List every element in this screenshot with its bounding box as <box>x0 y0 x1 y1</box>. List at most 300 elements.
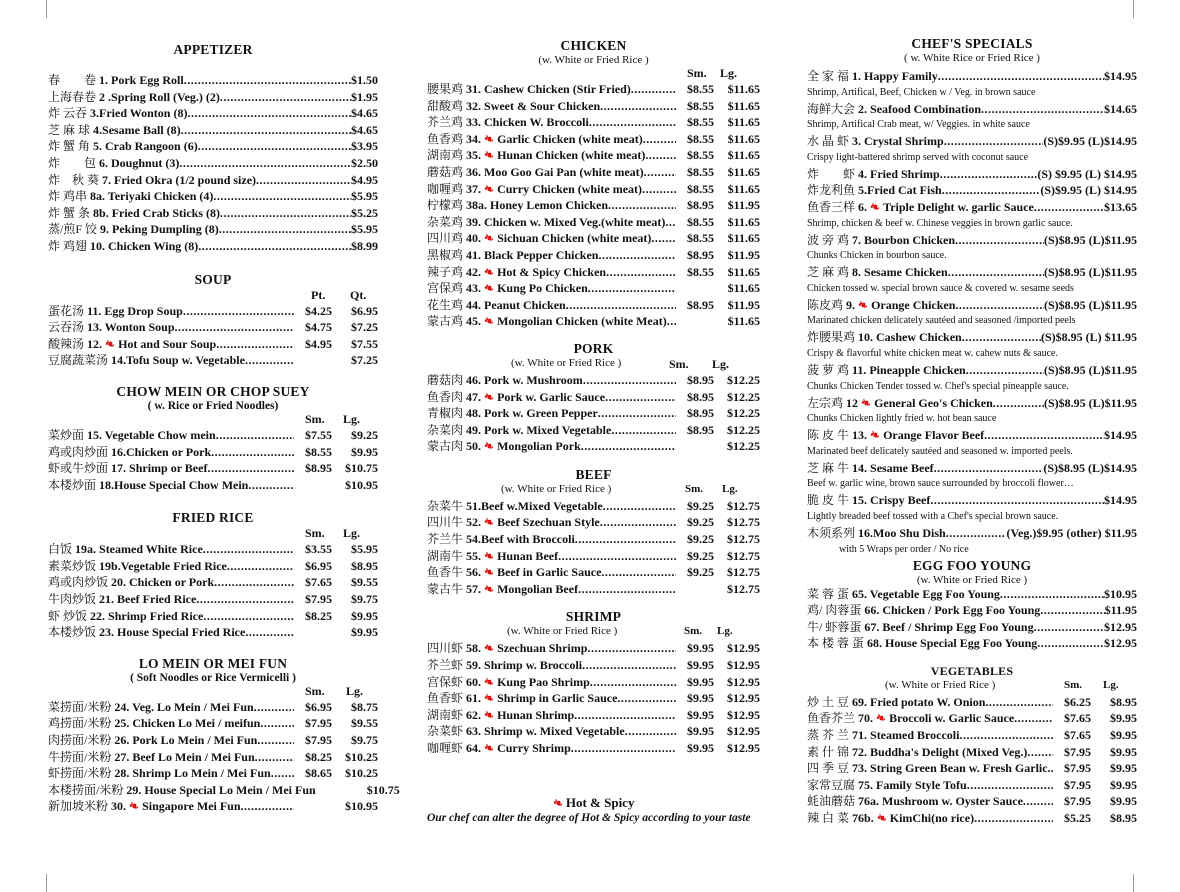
item-name: 13. Wonton Soup <box>87 320 175 335</box>
menu-item <box>807 460 1137 477</box>
item-name: 42. <box>466 264 482 279</box>
dot-leader <box>645 147 676 164</box>
menu-item <box>807 744 1137 761</box>
item-description: Crispy & flavorful white chicken meat w. cahew nuts & sauce. <box>807 347 1058 359</box>
menu-item <box>48 72 378 89</box>
dot-leader <box>625 723 676 740</box>
chinese-name: 鱼香芥兰 <box>807 711 856 726</box>
price-large: $11.65 <box>727 231 760 246</box>
small-header: Sm. <box>305 411 325 426</box>
price-small: $7.65 <box>1064 711 1091 726</box>
item-description: Beef w. garlic wine, brown sauce surrounded by broccoli flower… <box>807 478 1074 490</box>
menu-item <box>427 197 760 214</box>
item-name: 8b. Fried Crab Sticks (8) <box>93 205 221 220</box>
menu-item <box>48 319 378 336</box>
price-large: $12.25 <box>727 372 760 387</box>
menu-item <box>807 586 1137 603</box>
menu-item <box>427 740 760 757</box>
price: $5.95 <box>351 189 378 204</box>
item-name: 25. Chicken Lo Mei / meifun <box>114 716 261 731</box>
chinese-name: 芝 麻 牛 <box>807 460 850 475</box>
chili-pepper-icon: ❧ <box>482 263 497 280</box>
item-name: 4. Fried Shrimp <box>858 166 940 181</box>
chinese-name: 牛肉炒饭 <box>48 592 97 607</box>
menu-item <box>807 182 1137 199</box>
item-name: 26. Pork Lo Mein / Mei Fun <box>114 733 258 748</box>
dot-leader <box>245 624 294 641</box>
item-name: 29. House Special Lo Mein / Mei Fun <box>126 782 316 797</box>
dot-leader <box>938 68 1104 85</box>
price-large: $11.95 <box>727 297 760 312</box>
price-small: $8.95 <box>687 372 714 387</box>
small-header: Sm. <box>687 66 707 80</box>
price-large: $8.95 <box>351 558 378 573</box>
item-name: 9. Peking Dumpling (8) <box>100 222 219 237</box>
appetizer-title: APPETIZER <box>173 42 253 57</box>
item-name-spicy: Shrimp in Garlic Sauce <box>497 691 618 706</box>
menu-item <box>48 558 378 575</box>
dot-leader <box>196 591 294 608</box>
dot-leader <box>955 297 1044 314</box>
small-header: Sm. <box>684 625 703 638</box>
chinese-name: 蒸 芥 兰 <box>807 728 850 743</box>
dot-leader <box>606 264 676 281</box>
dot-leader <box>600 514 676 531</box>
item-name: 76a. Mushroom w. Oyster Sauce <box>858 794 1023 809</box>
menu-item <box>807 492 1137 509</box>
dot-leader <box>213 188 351 205</box>
item-name-spicy: Mongolian Beef <box>497 581 579 596</box>
item-description: with 5 Wraps per order / No rice <box>839 543 969 555</box>
item-name: 70. <box>858 711 874 726</box>
small-header: Sm. <box>1064 678 1083 691</box>
item-description: Marinated beef delicately sautéed and seasoned w. imported peels. <box>807 445 1073 457</box>
beef-list <box>427 498 760 598</box>
friedrice-list <box>48 541 378 641</box>
chinese-name: 湖南鸡 <box>427 148 464 163</box>
dot-leader <box>589 114 676 131</box>
chili-pepper-icon: ❧ <box>482 279 497 297</box>
chinese-name: 柠檬鸡 <box>427 198 464 213</box>
price-large: $11.65 <box>727 264 760 279</box>
price-large: $11.65 <box>727 181 760 196</box>
menu-item <box>807 602 1137 619</box>
price-large: $10.95 <box>345 477 378 492</box>
chinese-name: 肉捞面/米粉 <box>48 733 112 748</box>
item-name: 46. Pork w. Mushroom <box>466 372 583 387</box>
chinese-name: 腰果鸡 <box>427 82 464 96</box>
menu-item <box>427 640 760 657</box>
chinese-name: 芝 麻 鸡 <box>807 265 850 280</box>
chowmein-list <box>48 427 378 493</box>
chefs-subtitle: ( w. White Rice or Fried Rice ) <box>904 52 1040 64</box>
item-name: 43. <box>466 281 482 296</box>
price-small: $7.95 <box>1064 761 1091 776</box>
hot-spicy-legend <box>427 795 760 811</box>
item-name: 2 .Spring Roll (Veg.) (2) <box>99 89 220 104</box>
menu-item <box>427 247 760 264</box>
price-small: $8.55 <box>687 214 714 229</box>
dot-leader <box>642 181 676 198</box>
price-large: $9.95 <box>1110 728 1137 743</box>
chili-pepper-icon: ❧ <box>482 673 497 690</box>
item-name-spicy: Hunan Chicken (white meat) <box>497 148 646 163</box>
menu-item <box>48 303 378 320</box>
menu-item <box>427 297 760 314</box>
dot-leader <box>575 531 676 548</box>
dot-leader <box>566 297 676 314</box>
price-large: $8.95 <box>1110 694 1137 709</box>
item-name: 47. <box>466 389 482 404</box>
item-name: 56. <box>466 565 482 580</box>
chinese-name: 炸 鸡翅 <box>48 238 88 253</box>
dot-leader <box>1000 586 1104 603</box>
item-name: 63. Shrimp w. Mixed Vegetable <box>466 724 625 739</box>
shrimp-subtitle: (w. White or Fried Rice ) <box>507 625 618 638</box>
chinese-name: 蒸/煎F 饺 <box>48 222 98 237</box>
dot-leader <box>578 581 676 598</box>
dot-leader <box>558 548 676 565</box>
menu-item <box>807 525 1137 542</box>
chili-pepper-icon: ❧ <box>482 230 497 247</box>
price: $8.99 <box>351 238 378 253</box>
dot-leader <box>219 221 351 238</box>
chinese-name: 湖南牛 <box>427 548 464 563</box>
dot-leader <box>214 574 294 591</box>
chili-pepper-icon: ❧ <box>482 130 497 148</box>
item-description: Chicken tossed w. special brown sauce & covered w. sesame seeds <box>807 282 1074 294</box>
crop-mark <box>28 0 47 18</box>
price-small: $9.25 <box>687 548 714 563</box>
dot-leader <box>203 608 294 625</box>
price: (S)$9.95 (L)$14.95 <box>1043 134 1137 149</box>
item-name-spicy: Broccoli w. Garlic Sauce <box>889 711 1015 726</box>
item-name: 24. Veg. Lo Mein / Mei Fun <box>114 699 254 714</box>
dot-leader <box>187 105 351 122</box>
lomein-list <box>48 699 400 815</box>
menu-item <box>807 619 1137 636</box>
price-small: $8.25 <box>305 608 332 623</box>
chili-pepper-icon: ❧ <box>856 296 871 314</box>
item-name: 33. Chicken W. Broccoli <box>466 115 589 130</box>
price-small: $9.95 <box>687 707 714 722</box>
chinese-name: 菜 蓉 蛋 <box>807 586 850 601</box>
chinese-name: 芥兰鸡 <box>427 115 464 130</box>
chinese-name: 四川牛 <box>427 515 464 530</box>
item-name: 8a. Teriyaki Chicken (4) <box>90 189 214 204</box>
menu-item <box>48 89 378 106</box>
item-name: 14. Sesame Beef <box>852 460 934 475</box>
price-large: $9.95 <box>1110 711 1137 726</box>
menu-item <box>807 635 1137 652</box>
dot-leader <box>981 101 1104 118</box>
chinese-name: 家常豆腐 <box>807 777 856 792</box>
item-name: 58. <box>466 641 482 656</box>
dot-leader <box>1034 199 1104 216</box>
item-name-spicy: Mongolian Pork <box>497 439 581 454</box>
menu-item <box>427 674 760 691</box>
dot-leader <box>207 460 294 477</box>
chinese-name: 咖喱鸡 <box>427 181 464 196</box>
price-large: $11.65 <box>727 148 760 163</box>
price-small: $8.95 <box>687 406 714 421</box>
chinese-name: 芝 麻 球 <box>48 122 91 137</box>
menu-item <box>48 574 378 591</box>
item-name: 6. <box>858 199 868 214</box>
dot-leader <box>934 460 1044 477</box>
price-small: $8.95 <box>687 297 714 312</box>
large-header: Lg. <box>346 683 364 698</box>
price-large: $12.25 <box>727 389 760 404</box>
menu-column-right <box>807 0 1137 827</box>
price-small: $8.95 <box>687 247 714 262</box>
item-name-spicy: KimChi(no rice) <box>889 811 975 826</box>
price-small: $9.25 <box>687 515 714 530</box>
menu-item <box>48 715 378 732</box>
price: (Veg.)$9.95 (other) $11.95 <box>1006 525 1137 540</box>
menu-item <box>48 782 400 799</box>
chinese-name: 宫保鸡 <box>427 281 464 296</box>
menu-item <box>48 591 378 608</box>
item-name: 13. <box>852 428 868 443</box>
chili-pepper-icon: ❧ <box>874 710 889 727</box>
price: $5.25 <box>351 205 378 220</box>
item-name: 76b. <box>852 811 874 826</box>
large-header: Lg. <box>712 356 730 371</box>
item-name: 5.Fried Cat Fish <box>858 183 942 198</box>
chinese-name: 炸龙利鱼 <box>807 183 856 198</box>
chinese-name: 炸 虾 <box>807 166 856 181</box>
price: (S)$8.95 (L)$11.95 <box>1044 395 1137 410</box>
menu-item <box>427 531 760 548</box>
price-large: $7.55 <box>351 336 378 351</box>
item-name: 40. <box>466 231 482 246</box>
item-name-spicy: Kung Po Chicken <box>497 281 588 296</box>
dot-leader <box>651 230 676 247</box>
price: (S)$8.95 (L)$11.95 <box>1044 265 1137 280</box>
chinese-name: 湖南虾 <box>427 707 464 722</box>
dot-leader <box>617 690 676 707</box>
chinese-name: 炸腰果鸡 <box>807 330 856 345</box>
item-name: 28. Shrimp Lo Mein / Mei Fun <box>114 766 271 781</box>
price-large: $11.65 <box>727 131 760 146</box>
menu-item <box>807 101 1137 118</box>
chinese-name: 鱼香鸡 <box>427 131 464 146</box>
item-name: 12. <box>87 336 103 351</box>
soup-title: SOUP <box>194 271 232 287</box>
price-large: $12.75 <box>727 532 760 547</box>
item-name: 55. <box>466 548 482 563</box>
shrimp-price-headers <box>427 625 760 640</box>
chinese-name: 菜炒面 <box>48 427 85 442</box>
dot-leader <box>248 477 294 494</box>
dot-leader <box>930 492 1104 509</box>
menu-item <box>807 694 1137 711</box>
dot-leader <box>611 422 676 439</box>
item-name: 71. Steamed Broccoli <box>852 728 960 743</box>
item-name: 32. Sweet & Sour Chicken <box>466 98 601 113</box>
item-name: 27. Beef Lo Mein / Mei Fun <box>114 749 255 764</box>
chili-pepper-icon: ❧ <box>482 514 497 531</box>
menu-item <box>48 460 378 477</box>
price-large: $6.95 <box>351 303 378 318</box>
price-small: $9.95 <box>687 658 714 673</box>
item-name: 37. <box>466 181 482 196</box>
menu-item <box>427 372 760 389</box>
menu-item <box>427 657 760 674</box>
menu-item <box>48 188 378 205</box>
menu-item <box>427 548 760 565</box>
dot-leader <box>667 313 676 330</box>
price-large: $9.95 <box>1110 794 1137 809</box>
dot-leader <box>256 172 351 189</box>
price-small: $7.65 <box>1064 728 1091 743</box>
beef-subtitle: (w. White or Fried Rice ) <box>501 482 612 495</box>
price-large: $9.95 <box>1110 761 1137 776</box>
item-name-spicy: Curry Shrimp <box>497 741 571 755</box>
menu-item <box>48 699 378 716</box>
price-small: $9.95 <box>687 724 714 739</box>
dot-leader <box>993 395 1044 412</box>
item-name: 66. Chicken / Pork Egg Foo Young <box>864 603 1041 618</box>
beef-title: BEEF <box>575 466 612 482</box>
chinese-name: 炸 云吞 <box>48 106 88 121</box>
item-name: 3.Fried Wonton (8) <box>90 106 188 121</box>
price-small: $8.95 <box>687 389 714 404</box>
item-name: 19b.Vegetable Fried Rice <box>99 558 227 573</box>
price: $14.95 <box>1104 69 1137 83</box>
item-name: 15. Crispy Beef <box>852 493 931 508</box>
item-description: Chunks Chicken in bourbon sauce. <box>807 250 947 262</box>
menu-item <box>427 230 760 247</box>
quart-header: Qt. <box>350 287 367 302</box>
dot-leader <box>643 131 676 148</box>
chicken-title: CHICKEN <box>560 38 627 53</box>
chinese-name: 杂菜鸡 <box>427 214 464 229</box>
friedrice-title: FRIED RICE <box>172 510 254 526</box>
pork-price-headers <box>427 357 760 372</box>
vegetables-price-headers <box>807 679 1137 694</box>
price-small: $9.95 <box>687 741 714 755</box>
chinese-name: 酸辣汤 <box>48 336 85 351</box>
eggfoo-subtitle: (w. White or Fried Rice ) <box>916 573 1028 586</box>
price-small: $8.55 <box>687 181 714 196</box>
shrimp-title: SHRIMP <box>565 609 622 625</box>
dot-leader <box>1014 710 1053 727</box>
item-description: Marinated chicken delicately sautéed and seasoned /imported peels <box>807 315 1076 327</box>
chinese-name: 海鲜大会 <box>807 101 856 116</box>
lomein-price-headers <box>48 684 378 699</box>
dot-leader <box>948 264 1044 281</box>
large-header: Lg. <box>722 482 738 495</box>
chinese-name: 四川虾 <box>427 641 464 656</box>
item-name: 4.Sesame Ball (8) <box>93 122 181 137</box>
item-name: 36. Moo Goo Gai Pan (white meat) <box>466 164 644 179</box>
menu-item <box>427 313 760 330</box>
item-name: 19a. Steamed White Rice <box>75 542 203 557</box>
large-header: Lg. <box>720 66 738 80</box>
menu-item <box>807 777 1137 794</box>
dot-leader <box>179 155 351 172</box>
large-header: Lg. <box>717 625 733 638</box>
dot-leader <box>257 732 294 749</box>
price-large: $12.95 <box>727 691 760 706</box>
item-name: 72. Buddha's Delight (Mixed Veg.) <box>852 744 1028 759</box>
dot-leader <box>588 280 676 297</box>
chili-pepper-icon: ❧ <box>859 394 874 411</box>
item-description: Chunks Chicken Tender tossed w. Chef's special pineapple sauce. <box>807 380 1069 392</box>
menu-column-middle <box>427 0 760 826</box>
item-description: Shrimp, Artifical, Beef, Chicken w / Veg. in brown sauce <box>807 86 1036 98</box>
chili-pepper-icon: ❧ <box>103 335 118 353</box>
price-large: $10.25 <box>345 749 378 764</box>
item-description: Shrimp, chicken & beef w. Chinese veggies in brown garlic sauce. <box>807 217 1073 229</box>
price-small: $8.55 <box>687 82 714 96</box>
hot-spicy-label: Hot & Spicy <box>565 794 635 810</box>
price: $4.95 <box>351 172 378 187</box>
item-name: 60. <box>466 674 482 689</box>
price-large: $9.95 <box>1110 744 1137 759</box>
chili-pepper-icon: ❧ <box>874 809 889 827</box>
menu-item <box>48 238 378 255</box>
item-name: 48. Pork w. Green Pepper <box>466 406 598 421</box>
eggfoo-list <box>807 586 1137 652</box>
chinese-name: 鸡或肉炒面 <box>48 444 109 459</box>
dot-leader <box>216 427 294 444</box>
item-name: 35. <box>466 148 482 163</box>
chinese-name: 本楼捞面/米粉 <box>48 782 124 797</box>
item-name: 10. Cashew Chicken <box>858 330 962 345</box>
menu-item <box>427 514 760 531</box>
menu-item <box>807 793 1137 810</box>
dot-leader <box>1037 635 1104 652</box>
price: (S)$8.95 (L)$11.95 <box>1044 362 1137 377</box>
item-name-spicy: Beef Szechuan Style <box>497 515 600 530</box>
price: $14.65 <box>1104 101 1137 116</box>
chicken-price-headers <box>427 66 760 81</box>
price-small: $6.95 <box>305 558 332 573</box>
price: $1.50 <box>351 73 378 87</box>
item-name: 23. House Special Fried Rice <box>99 625 246 640</box>
menu-item <box>48 138 378 155</box>
price-small: $7.95 <box>1064 794 1091 809</box>
vegetables-title: VEGETABLES <box>930 663 1014 678</box>
vegetables-subtitle: (w. White or Fried Rice ) <box>885 678 996 691</box>
chili-pepper-icon: ❧ <box>482 580 497 598</box>
chinese-name: 杂菜虾 <box>427 724 464 739</box>
item-description: Chunks Chicken lightly fried w. hot bean sauce <box>807 413 997 425</box>
chinese-name: 陈 皮 牛 <box>807 428 850 443</box>
menu-item <box>807 395 1137 412</box>
chili-pepper-icon: ❧ <box>482 640 497 657</box>
price-small: $5.25 <box>1064 811 1091 826</box>
price-large: $12.95 <box>727 724 760 739</box>
price-small: $8.55 <box>687 115 714 130</box>
dot-leader <box>962 329 1041 346</box>
price-small: $8.65 <box>305 766 332 781</box>
hot-spicy-note: Our chef can alter the degree of Hot & Spicy according to your taste <box>427 811 751 824</box>
item-name-spicy: Triple Delight w. garlic Sauce <box>883 199 1034 214</box>
chinese-name: 蘑菇鸡 <box>427 164 464 179</box>
item-name: 62. <box>466 707 482 722</box>
chinese-name: 鸡捞面/米粉 <box>48 716 112 731</box>
item-name: 57. <box>466 581 482 596</box>
price-large: $9.95 <box>351 625 378 640</box>
item-name: 11. Pineapple Chicken <box>852 362 966 377</box>
dot-leader <box>955 232 1044 249</box>
menu-item <box>48 122 378 139</box>
dot-leader <box>583 372 676 389</box>
